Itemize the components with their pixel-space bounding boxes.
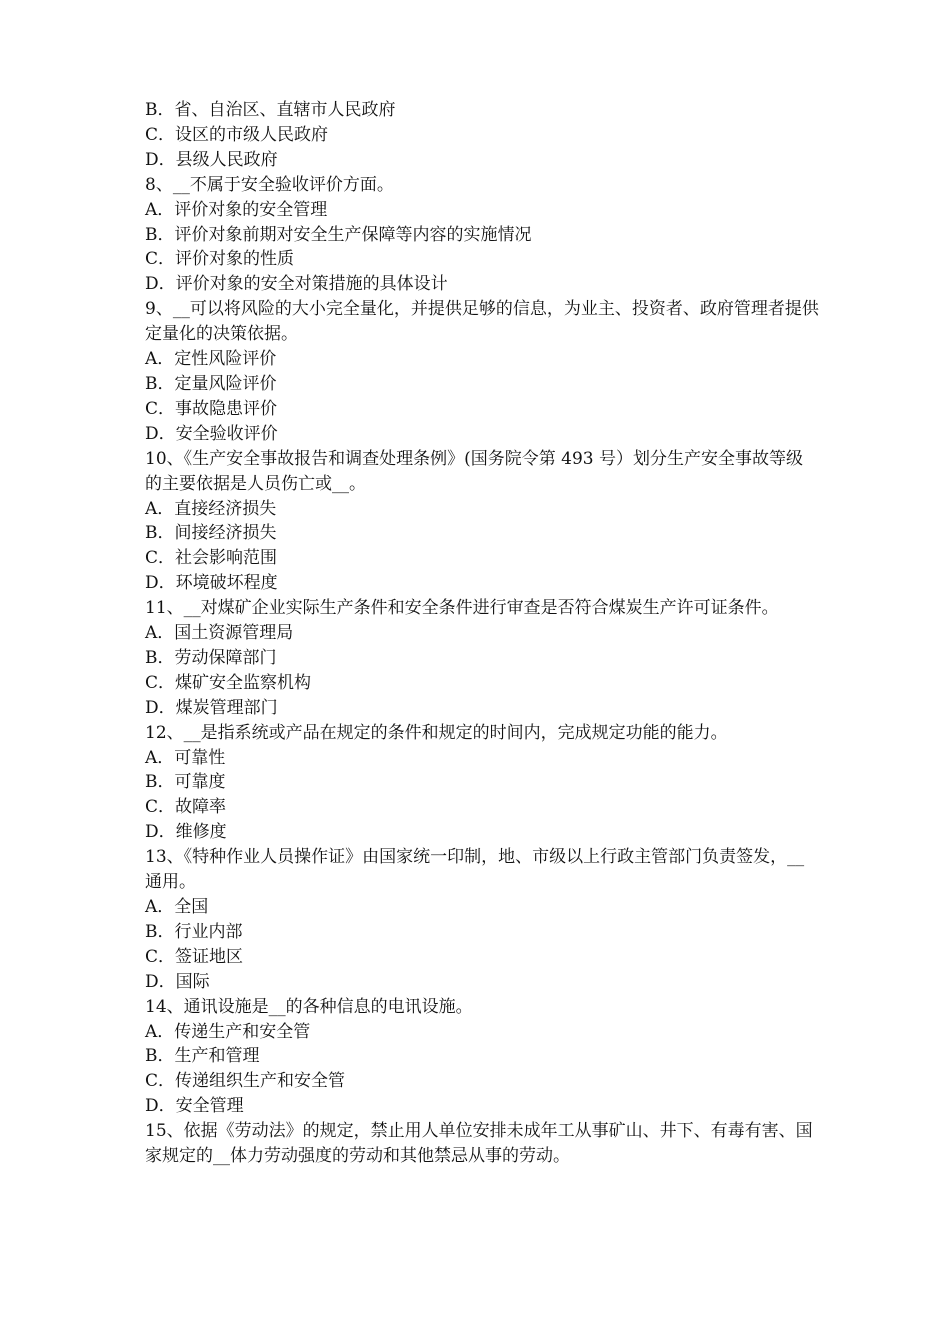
option-d-line: D．维修度 <box>145 822 227 843</box>
option-d-line: D．煤炭管理部门 <box>145 697 278 718</box>
option-b-line: B．省、自治区、直辖市人民政府 <box>145 100 396 120</box>
option-c-line: C．故障率 <box>145 797 227 818</box>
question-12: 12、__是指系统或产品在规定的条件和规定的时间内，完成规定功能的能力。 <box>145 722 728 743</box>
option-a-line: A．传递生产和安全管 <box>145 1021 311 1042</box>
option-d-line: D．国际 <box>145 971 210 992</box>
option-c-line: C．事故隐患评价 <box>145 398 278 419</box>
option-a-line: A．国土资源管理局 <box>145 623 294 644</box>
option-c-line: C．签证地区 <box>145 946 244 967</box>
option-c-line: C．传递组织生产和安全管 <box>145 1071 346 1092</box>
option-c-line: C．社会影响范围 <box>145 548 278 569</box>
question-9: 9、__可以将风险的大小完全量化，并提供足够的信息，为业主、投资者、政府管理者提供定量化的决策依据。 <box>145 299 819 345</box>
option-b-line: B．定量风险评价 <box>145 373 277 394</box>
option-d-line: D．安全管理 <box>145 1096 244 1117</box>
option-c-line: C．评价对象的性质 <box>145 249 295 270</box>
option-b-line: B．可靠度 <box>145 772 226 793</box>
option-d-line: D．环境破坏程度 <box>145 573 278 594</box>
document-page <box>145 98 820 1169</box>
option-d-line: D．评价对象的安全对策措施的具体设计 <box>145 274 448 295</box>
option-a-line: A．直接经济损失 <box>145 498 277 519</box>
option-a-line: A．定性风险评价 <box>145 349 277 370</box>
option-b-line: B．间接经济损失 <box>145 523 277 544</box>
option-d-line: D．安全验收评价 <box>145 423 278 444</box>
option-a-line: A．全国 <box>145 897 209 917</box>
option-a-line: A．评价对象的安全管理 <box>145 199 328 220</box>
option-c-line: C．煤矿安全监察机构 <box>145 672 312 693</box>
option-d-line: D．县级人民政府 <box>145 149 278 170</box>
question-13: 13、《特种作业人员操作证》由国家统一印制，地、市级以上行政主管部门负责签发，__通用。 <box>145 847 805 893</box>
question-10: 10、《生产安全事故报告和调查处理条例》(国务院令第 493 号）划分生产安全事故等级的主要依据是人员伤亡或__。 <box>145 448 804 494</box>
option-b-line: B．行业内部 <box>145 921 243 942</box>
option-b-line: B．生产和管理 <box>145 1046 260 1067</box>
question-11: 11、__对煤矿企业实际生产条件和安全条件进行审查是否符合煤炭生产许可证条件。 <box>145 598 779 619</box>
option-a-line: A．可靠性 <box>145 747 226 768</box>
option-c-line: C．设区的市级人民政府 <box>145 124 329 145</box>
question-15: 15、依据《劳动法》的规定，禁止用人单位安排未成年工从事矿山、井下、有毒有害、国家规定的__体力劳动强度的劳动和其他禁忌从事的劳动。 <box>145 1121 813 1167</box>
option-b-line: B．评价对象前期对安全生产保障等内容的实施情况 <box>145 224 532 245</box>
question-8: 8、__不属于安全验收评价方面。 <box>145 174 394 195</box>
option-b-line: B．劳动保障部门 <box>145 647 277 668</box>
question-14: 14、通讯设施是__的各种信息的电讯设施。 <box>145 996 473 1017</box>
